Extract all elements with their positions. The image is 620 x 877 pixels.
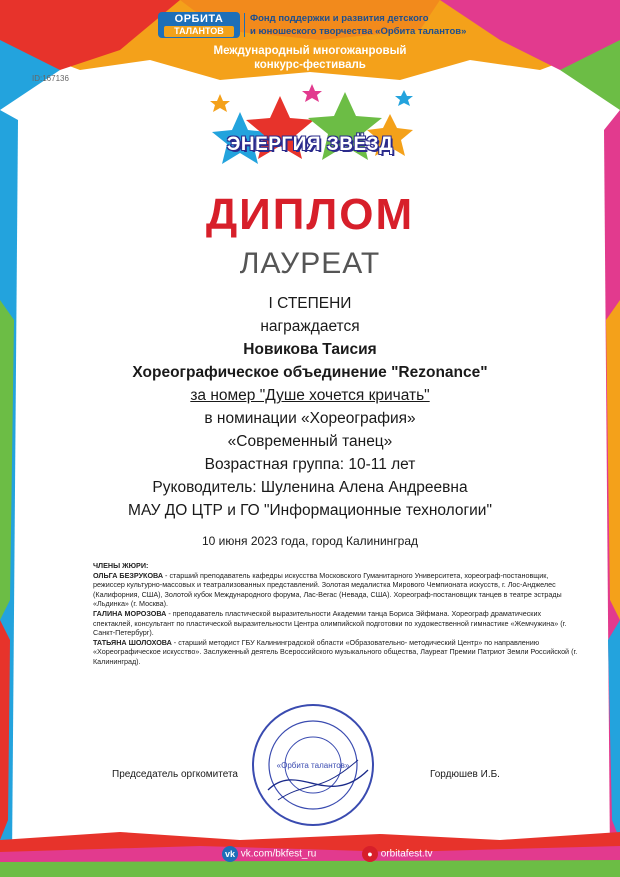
header-divider: [244, 13, 245, 37]
institution: МАУ ДО ЦТР и ГО "Информационные технологии": [128, 502, 492, 519]
jury-member-bio: - старший методист ГБУ Калининградской области «Образовательно- методический Центр» по направлению «Хореографическое искусство». Заслуженный деятель Всероссийского музыкального общества, Лауреат Премии Патриот Земли Российской (г. Калининград).: [93, 637, 578, 666]
jury-member-name: ТАТЬЯНА ШОЛОХОВА: [93, 637, 172, 647]
leader: Руководитель: Шуленина Алена Андреевна: [152, 479, 468, 496]
festival-title-line2: конкурс-фестиваль: [254, 59, 366, 71]
jury-heading: ЧЛЕНЫ ЖЮРИ:: [93, 561, 149, 570]
orbita-logo-line1: ОРБИТА: [174, 13, 224, 25]
orbita-logo-line2: ТАЛАНТОВ: [164, 26, 234, 37]
organization-name-line1: Фонд поддержки и развития детского: [250, 13, 429, 24]
subnomination: «Современный танец»: [227, 433, 393, 450]
vk-link[interactable]: [222, 846, 316, 862]
document-id: ID:167136: [32, 74, 69, 83]
awarded-text: награждается: [260, 318, 360, 335]
stamp-icon: [248, 700, 378, 830]
jury-section: [93, 561, 580, 667]
nomination: в номинации «Хореография»: [204, 410, 416, 427]
jury-member-name: ОЛЬГА БЕЗРУКОВА: [93, 570, 164, 580]
vk-icon: vk: [222, 846, 238, 862]
date-place: 10 июня 2023 года, город Калининград: [202, 534, 418, 548]
site-link[interactable]: [362, 846, 432, 862]
logo-title: ЭНЕРГИЯ ЗВЁЗД: [226, 134, 394, 155]
festival-title-line1: Международный многожанровый: [213, 45, 407, 57]
site-link-text: orbitafest.tv: [380, 848, 433, 860]
diploma-title: ДИПЛОМ: [205, 190, 415, 239]
jury-member-bio: - преподаватель пластической выразительности Академии танца Бориса Эйфмана. Хореограф драматических спектаклей, консультант по пластической выразительности Центра олимпийской подготовки по художественной гимнастике «Жемчужина» (г. Санкт-Петербург).: [93, 608, 567, 638]
energy-stars-logo: [200, 82, 420, 192]
vk-link-text: vk.com/bkfest_ru: [240, 848, 317, 860]
jury-member-name: ГАЛИНА МОРОЗОВА: [93, 608, 167, 618]
diploma-rank: ЛАУРЕАТ: [239, 247, 381, 280]
orbita-logo: [158, 12, 240, 38]
awardee-name: Новикова Таисия: [243, 341, 377, 358]
jury-member: [93, 571, 580, 609]
performance-title: за номер "Душе хочется кричать": [190, 387, 430, 404]
stamp-text: «Орбита талантов»: [276, 761, 350, 770]
jury-member: [93, 609, 580, 638]
age-group: Возрастная группа: 10-11 лет: [204, 456, 416, 473]
diploma-degree: I СТЕПЕНИ: [268, 295, 352, 312]
organization-name: [250, 12, 466, 38]
organization-name-line2: и юношеского творчества «Орбита талантов»: [250, 26, 467, 37]
group-name: Хореографическое объединение "Rezonance": [132, 364, 488, 381]
jury-member: [93, 638, 580, 667]
chairman-label: Председатель оргкомитета: [112, 769, 238, 780]
chairman-name: Гордюшев И.Б.: [430, 769, 500, 780]
festival-title: [0, 44, 620, 72]
orbita-site-icon: ●: [362, 846, 378, 862]
jury-member-bio: - старший преподаватель кафедры искусства Московского Гуманитарного Университета, хореограф-постановщик, режиссер культурно-массовых и театрализованных представлений. Золотая медалистка Мирового Чемпионата искусств, г. Лос-Анджелес (Калифорния, США), Золотой кубок Международного форума, Лас-Вегас (Невада, США). Хореограф-постановщик танцев в театре эстрады «Льдинка» (г. Москва).: [93, 570, 562, 609]
